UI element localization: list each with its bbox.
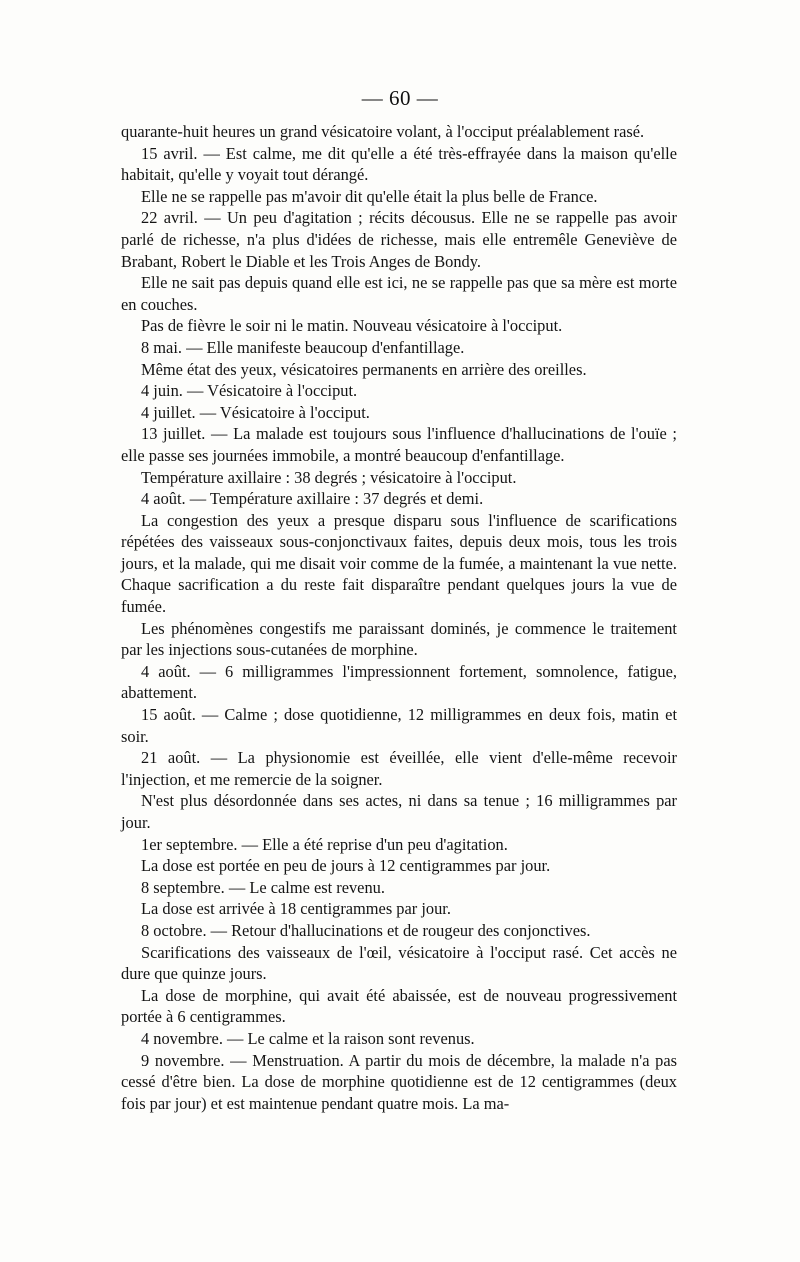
paragraph: Pas de fièvre le soir ni le matin. Nouveau vésicatoire à l'occiput. bbox=[141, 316, 563, 336]
body-text bbox=[121, 121, 677, 1114]
page-number: — 60 — bbox=[361, 86, 439, 110]
paragraph: 4 novembre. — Le calme et la raison sont revenus. bbox=[141, 1028, 475, 1048]
paragraph: La dose est arrivée à 18 centigrammes par jour. bbox=[141, 899, 451, 919]
paragraph: La congestion des yeux a presque disparu sous l'influence de scarifications répétées des vaisseaux sous-conjonctivaux faites, depuis deux mois, tous les trois jours, et la malade, qui me disait voir comme de la fumée, a maintenant la vue nette. Chaque sacrification a du reste fait disparaître pendant quelques jours la vue de fumée. bbox=[121, 510, 677, 617]
paragraph: Scarifications des vaisseaux de l'œil, vésicatoire à l'occiput rasé. Cet accès ne dure que quinze jours. bbox=[121, 942, 677, 984]
paragraph: 13 juillet. — La malade est toujours sous l'influence d'hallucinations de l'ouïe ; elle passe ses journées immobile, a montré beaucoup d'enfantillage. bbox=[121, 424, 677, 465]
paragraph: quarante-huit heures un grand vésicatoire volant, à l'occiput préalablement rasé. bbox=[121, 122, 645, 141]
paragraph: Elle ne se rappelle pas m'avoir dit qu'elle était la plus belle de France. bbox=[141, 186, 598, 206]
paragraph: 22 avril. — Un peu d'agitation ; récits décousus. Elle ne se rappelle pas avoir parlé de richesse, n'a plus d'idées de richesse, mais elle entremêle Geneviève de Brabant, Robert le Diable et les Trois Anges de Bondy. bbox=[121, 208, 677, 271]
paragraph: 1er septembre. — Elle a été reprise d'un peu d'agitation. bbox=[141, 834, 508, 854]
paragraph: La dose est portée en peu de jours à 12 centigrammes par jour. bbox=[141, 856, 551, 876]
paragraph: Elle ne sait pas depuis quand elle est ici, ne se rappelle pas que sa mère est morte en couches. bbox=[121, 273, 677, 314]
paragraph: 8 septembre. — Le calme est revenu. bbox=[141, 877, 385, 897]
paragraph: 21 août. — La physionomie est éveillée, elle vient d'elle-même recevoir l'injection, et me remercie de la soigner. bbox=[121, 748, 677, 789]
paragraph: 15 août. — Calme ; dose quotidienne, 12 milligrammes en deux fois, matin et soir. bbox=[121, 705, 677, 746]
paragraph: N'est plus désordonnée dans ses actes, ni dans sa tenue ; 16 milligrammes par jour. bbox=[121, 791, 677, 832]
paragraph: La dose de morphine, qui avait été abaissée, est de nouveau progressivement portée à 6 centigrammes. bbox=[121, 985, 677, 1027]
paragraph: 8 mai. — Elle manifeste beaucoup d'enfantillage. bbox=[141, 337, 465, 357]
paragraph: 4 juin. — Vésicatoire à l'occiput. bbox=[141, 381, 358, 401]
paragraph: 8 octobre. — Retour d'hallucinations et de rougeur des conjonctives. bbox=[141, 920, 591, 940]
paragraph: Température axillaire : 38 degrés ; vésicatoire à l'occiput. bbox=[141, 467, 517, 487]
paragraph: 15 avril. — Est calme, me dit qu'elle a été très-effrayée dans la maison qu'elle habitait, qu'elle y voyait tout dérangé. bbox=[121, 143, 677, 185]
paragraph: Les phénomènes congestifs me paraissant dominés, je commence le traitement par les injections sous-cutanées de morphine. bbox=[121, 618, 677, 660]
paragraph: 4 août. — Température axillaire : 37 degrés et demi. bbox=[141, 489, 484, 509]
paragraph: 9 novembre. — Menstruation. A partir du mois de décembre, la malade n'a pas cessé d'être bien. La dose de morphine quotidienne est de 12 centigrammes (deux fois par jour) et est maintenue pendant quatre mois. La ma- bbox=[121, 1050, 677, 1113]
paragraph: 4 juillet. — Vésicatoire à l'occiput. bbox=[141, 402, 370, 422]
paragraph: Même état des yeux, vésicatoires permanents en arrière des oreilles. bbox=[141, 359, 587, 379]
paragraph: 4 août. — 6 milligrammes l'impressionnent fortement, somnolence, fatigue, abattement. bbox=[121, 661, 677, 703]
